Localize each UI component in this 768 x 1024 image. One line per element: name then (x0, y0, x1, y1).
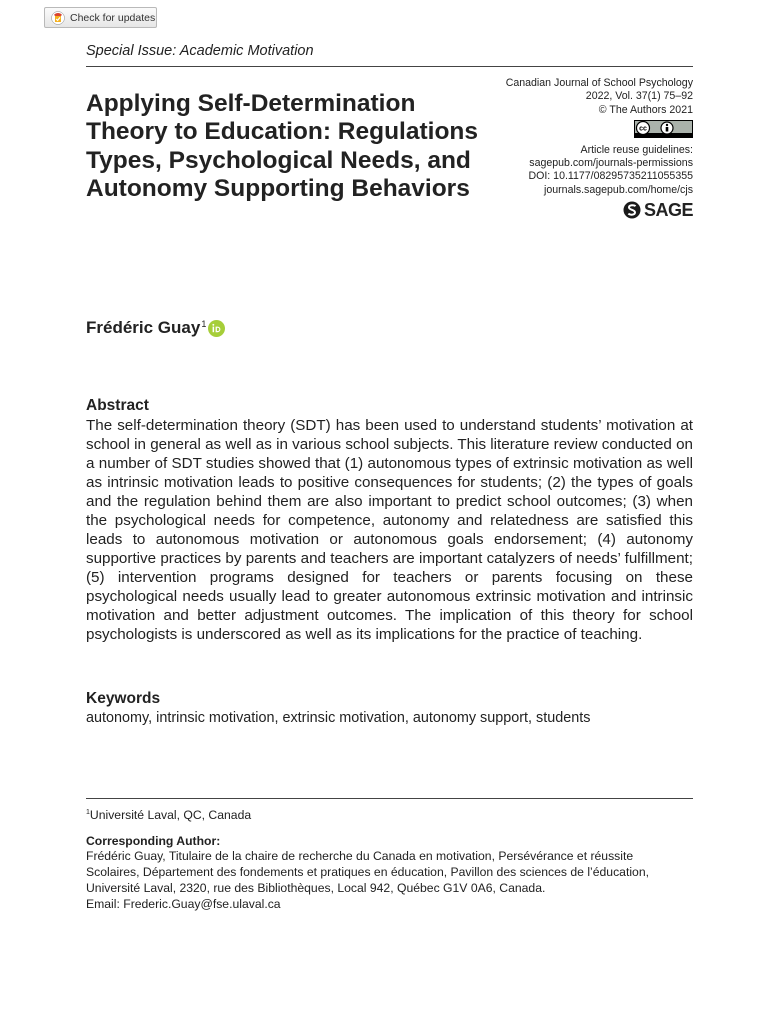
author-byline (86, 318, 225, 338)
author-name: Frédéric Guay (86, 318, 201, 337)
svg-text:cc: cc (639, 125, 647, 133)
sage-logo (623, 201, 693, 219)
sage-mark-icon (623, 201, 641, 219)
sage-wordmark: SAGE (643, 199, 693, 220)
orcid-icon[interactable] (208, 320, 225, 337)
journal-name: Canadian Journal of School Psychology (505, 77, 693, 89)
crossmark-icon (51, 11, 65, 25)
journal-info (433, 77, 693, 224)
abstract-heading: Abstract (86, 397, 149, 414)
cc-by-license-icon (634, 120, 693, 142)
keywords-heading: Keywords (86, 690, 161, 707)
footnote-divider (86, 798, 693, 799)
keywords-text: autonomy, intrinsic motivation, extrinsic motivation, autonomy support, students (86, 710, 591, 726)
affiliation-footnote (86, 808, 251, 822)
corr-email[interactable]: Email: Frederic.Guay@fse.ulaval.ca (86, 896, 281, 911)
abstract-text: The self-determination theory (SDT) has been used to understand students’ motivation at school in general as well as in various school subjects. This literature review conducted on a number of SDT studies showed that (1) autonomous types of extrinsic motivation as well as intrinsic motivation leads to positive consequences for students; (2) the types of goals and the regulation behind them are also important to predict school outcomes; (3) when the psychological needs for competence, autonomy and relatedness are satisfied this leads to autonomous motivation or autonomous goals endorsement; (4) autonomy supportive practices by parents and teachers are important catalyzers of needs’ fulfillment; (5) intervention programs designed for teachers or parents focusing on these psychological needs usually lead to greater autonomous extrinsic motivation and intrinsic motivation and better adjustment outcomes. The implication of this theory for school psychologists is underscored as well as its implications for the practice of teaching. (86, 417, 693, 643)
issue-label: Special Issue: Academic Motivation (86, 43, 314, 59)
affiliation-mark: 1 (86, 808, 90, 816)
journal-home-link[interactable]: journals.sagepub.com/home/cjs (544, 183, 693, 196)
affiliation-text: Université Laval, QC, Canada (89, 808, 252, 822)
top-divider (86, 66, 693, 67)
permissions-link[interactable]: sagepub.com/journals-permissions (529, 157, 693, 170)
journal-volume: 2022, Vol. 37(1) 75–92 (585, 90, 693, 103)
author-affiliation-mark: 1 (201, 319, 207, 329)
corr-line: Frédéric Guay, Titulaire de la chaire de recherche du Canada en motivation, Persévérance et réussite (86, 849, 634, 863)
journal-copyright: © The Authors 2021 (598, 103, 693, 116)
doi-link[interactable]: DOI: 10.1177/08295735211055355 (528, 170, 693, 183)
corr-line: Scolaires, Département des fondements et pratiques en éducation, Pavillon des sciences de l’éducation, (86, 864, 649, 879)
article-title: Applying Self-Determination Theory to Education: Regulations Types, Psychological Needs, and Autonomy Supporting Behaviors (86, 90, 479, 203)
reuse-guidelines-label: Article reuse guidelines: (580, 143, 693, 156)
check-for-updates-button[interactable] (44, 7, 157, 28)
corresponding-author-details (86, 849, 693, 913)
corr-line: Université Laval, 2320, rue des Bibliothèques, Local 942, Québec G1V 0A6, Canada. (86, 880, 546, 895)
corresponding-author-heading: Corresponding Author: (86, 834, 221, 848)
check-for-updates-label: Check for updates (70, 11, 156, 24)
